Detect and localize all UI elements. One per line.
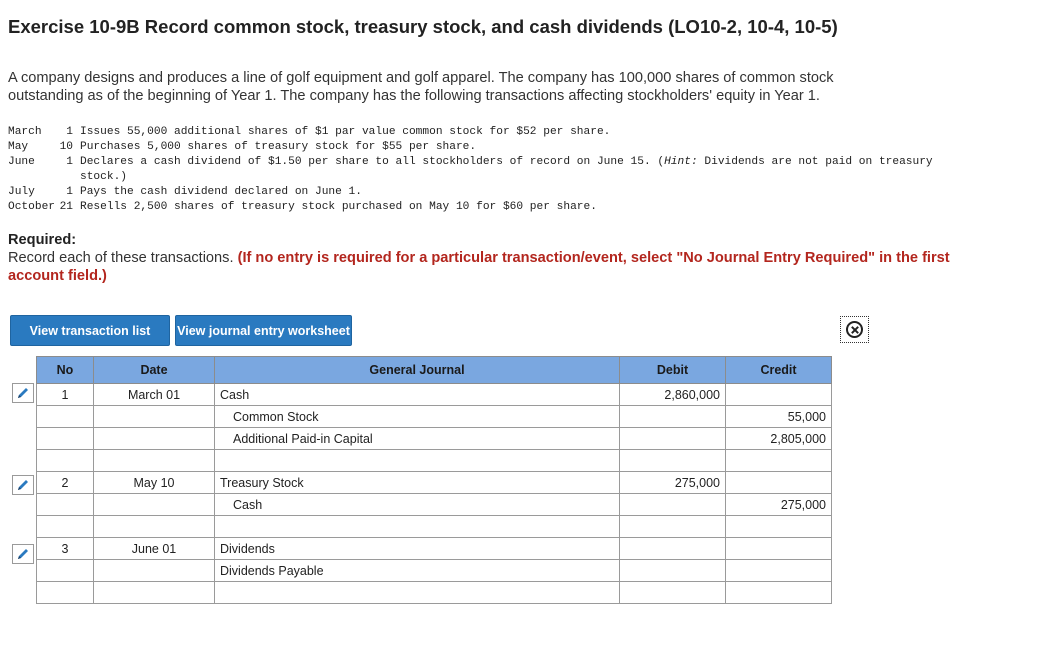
account-cell[interactable]: [215, 582, 620, 604]
transaction-month: March: [8, 126, 42, 138]
transaction-text: Pays the cash dividend declared on June 1.: [80, 186, 362, 198]
transaction-month: June: [8, 156, 35, 168]
account-cell[interactable]: [215, 450, 620, 472]
debit-cell[interactable]: [620, 494, 726, 516]
entry-date: May 10: [94, 472, 215, 494]
credit-cell[interactable]: [726, 384, 832, 406]
transaction-text: Resells 2,500 shares of treasury stock purchased on May 10 for $60 per share.: [80, 201, 597, 213]
debit-cell[interactable]: [620, 450, 726, 472]
entry-date: [94, 428, 215, 450]
entry-date: [94, 494, 215, 516]
view-transaction-list-button[interactable]: View transaction list: [10, 315, 170, 346]
transaction-row: [8, 125, 960, 140]
entry-date: [94, 450, 215, 472]
entry-number: [37, 494, 94, 516]
required-text: Record each of these transactions.: [8, 250, 238, 266]
entry-date: June 01: [94, 538, 215, 560]
entry-number: 2: [37, 472, 94, 494]
transaction-text-part: Dividends are not paid on treasury stock.): [80, 156, 940, 183]
column-header-credit: Credit: [726, 357, 832, 384]
entry-date: [94, 406, 215, 428]
transaction-day: 1: [66, 156, 73, 168]
entry-date: [94, 582, 215, 604]
intro-paragraph: [8, 69, 1018, 105]
required-note: (If no entry is required for a particular transaction/event, select "No Journal Entry Required" in the first account field.): [8, 250, 950, 284]
page-title: Exercise 10-9B Record common stock, treasury stock, and cash dividends (LO10-2, 10-4, 10-5): [8, 16, 838, 37]
view-journal-entry-worksheet-button[interactable]: View journal entry worksheet: [175, 315, 352, 346]
transaction-row: [8, 155, 960, 185]
credit-cell[interactable]: [726, 516, 832, 538]
entry-number: [37, 450, 94, 472]
debit-cell[interactable]: [620, 538, 726, 560]
column-header-no: No: [37, 357, 94, 384]
credit-cell[interactable]: [726, 472, 832, 494]
transaction-day: 21: [59, 201, 73, 213]
entry-number: [37, 560, 94, 582]
debit-cell[interactable]: [620, 428, 726, 450]
journal-header-row: [37, 357, 832, 384]
table-row: [37, 472, 832, 494]
transaction-row: [8, 140, 960, 155]
account-cell[interactable]: Additional Paid-in Capital: [215, 428, 620, 450]
credit-cell[interactable]: [726, 538, 832, 560]
pencil-icon: [16, 547, 30, 561]
column-header-general-journal: General Journal: [215, 357, 620, 384]
debit-cell[interactable]: [620, 406, 726, 428]
account-cell[interactable]: Treasury Stock: [215, 472, 620, 494]
table-row: [37, 406, 832, 428]
credit-cell[interactable]: 275,000: [726, 494, 832, 516]
transaction-text-part: Declares a cash dividend of $1.50 per share to all stockholders of record on June 15. (: [80, 156, 665, 168]
table-row: [37, 384, 832, 406]
column-header-debit: Debit: [620, 357, 726, 384]
account-cell[interactable]: [215, 516, 620, 538]
account-cell[interactable]: Cash: [215, 384, 620, 406]
credit-cell[interactable]: [726, 560, 832, 582]
transaction-text: Issues 55,000 additional shares of $1 par value common stock for $52 per share.: [80, 126, 611, 138]
entry-date: March 01: [94, 384, 215, 406]
table-row: [37, 494, 832, 516]
table-row: [37, 538, 832, 560]
intro-line: A company designs and produces a line of golf equipment and golf apparel. The company has 100,000 shares of common stock: [8, 70, 834, 86]
debit-cell[interactable]: 275,000: [620, 472, 726, 494]
account-cell[interactable]: Dividends: [215, 538, 620, 560]
debit-cell[interactable]: [620, 582, 726, 604]
table-row: [37, 516, 832, 538]
transaction-day: 1: [66, 186, 73, 198]
credit-cell[interactable]: 55,000: [726, 406, 832, 428]
entry-number: [37, 516, 94, 538]
transaction-month: July: [8, 186, 35, 198]
transactions-list: [8, 125, 960, 215]
table-row: [37, 428, 832, 450]
entry-date: [94, 516, 215, 538]
transaction-row: [8, 185, 960, 200]
transaction-text: Purchases 5,000 shares of treasury stock for $55 per share.: [80, 141, 477, 153]
transaction-month: May: [8, 141, 29, 153]
transaction-row: [8, 200, 960, 215]
debit-cell[interactable]: [620, 516, 726, 538]
transaction-day: 10: [59, 141, 73, 153]
edit-entry-3-button[interactable]: [12, 544, 34, 564]
account-cell[interactable]: Common Stock: [215, 406, 620, 428]
account-cell[interactable]: Dividends Payable: [215, 560, 620, 582]
entry-number: 3: [37, 538, 94, 560]
transaction-day: 1: [66, 126, 73, 138]
general-journal-table: [36, 356, 832, 604]
close-button[interactable]: [840, 316, 869, 343]
table-row: [37, 450, 832, 472]
transaction-text: [80, 155, 960, 185]
table-row: [37, 582, 832, 604]
required-label: Required:: [8, 232, 77, 248]
intro-line: outstanding as of the beginning of Year 1. The company has the following transactions affecting stockholders' equity in Year 1.: [8, 88, 820, 104]
entry-number: 1: [37, 384, 94, 406]
pencil-icon: [16, 386, 30, 400]
hint-label: Hint:: [664, 156, 698, 168]
entry-number: [37, 582, 94, 604]
close-icon: [846, 321, 863, 338]
transaction-month: October: [8, 201, 55, 213]
edit-entry-2-button[interactable]: [12, 475, 34, 495]
entry-number: [37, 428, 94, 450]
column-header-date: Date: [94, 357, 215, 384]
required-instructions: [8, 249, 1008, 285]
table-row: [37, 560, 832, 582]
pencil-icon: [16, 478, 30, 492]
credit-cell[interactable]: 2,805,000: [726, 428, 832, 450]
debit-cell[interactable]: 2,860,000: [620, 384, 726, 406]
credit-cell[interactable]: [726, 582, 832, 604]
entry-date: [94, 560, 215, 582]
credit-cell[interactable]: [726, 450, 832, 472]
entry-number: [37, 406, 94, 428]
edit-entry-1-button[interactable]: [12, 383, 34, 403]
debit-cell[interactable]: [620, 560, 726, 582]
account-cell[interactable]: Cash: [215, 494, 620, 516]
